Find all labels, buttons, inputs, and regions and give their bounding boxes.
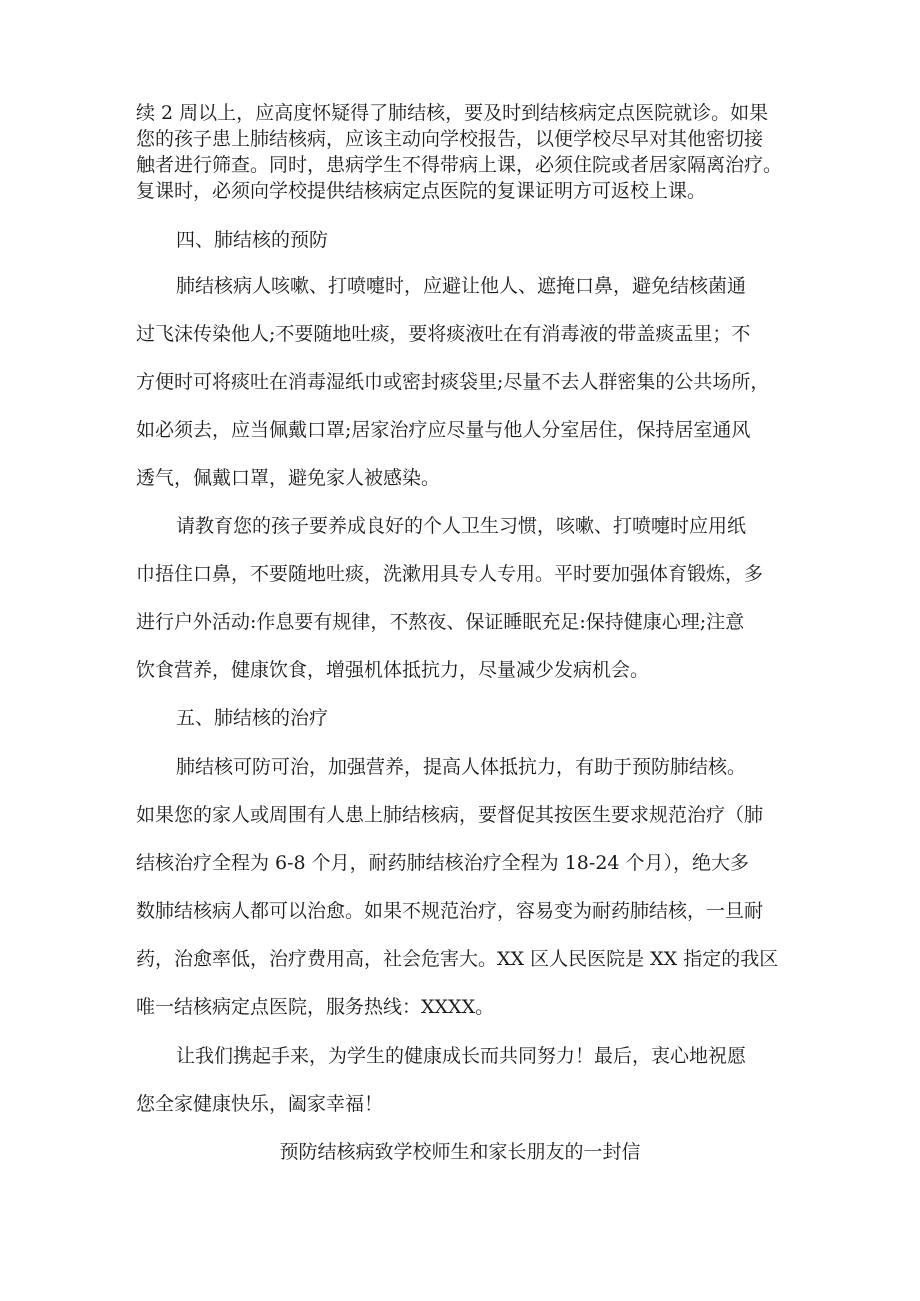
text-line: 您全家健康快乐，阖家幸福！ — [136, 1093, 384, 1115]
document-title: 预防结核病致学校师生和家长朋友的一封信 — [279, 1141, 641, 1163]
text-line: 巾捂住口鼻，不要随地吐痰，洗漱用具专人专用。平时要加强体育锻炼，多 — [136, 563, 764, 585]
text-line: 请教育您的孩子要养成良好的个人卫生习惯，咳嗽、打喷嚏时应用纸 — [176, 515, 747, 537]
text-line: 如必须去，应当佩戴口罩;居家治疗应尽量与他人分室居住，保持居室通风 — [136, 419, 751, 441]
text-line: 复课时，必须向学校提供结核病定点医院的复课证明方可返校上课。 — [136, 180, 707, 202]
text-line: 续 2 周以上，应高度怀疑得了肺结核，要及时到结核病定点医院就诊。如果 — [136, 102, 769, 124]
text-line: 触者进行筛查。同时，患病学生不得带病上课，必须住院或者居家隔离治疗。 — [136, 154, 783, 176]
section-heading-prevention: 四、肺结核的预防 — [176, 229, 329, 251]
closing-paragraph — [136, 1032, 826, 1128]
prevention-paragraph-1 — [136, 262, 826, 502]
treatment-paragraph-1 — [136, 743, 826, 1031]
text-line: 让我们携起手来，为学生的健康成长而共同努力！最后，衷心地祝愿 — [176, 1045, 747, 1067]
text-line: 结核治疗全程为 6-8 个月，耐药肺结核治疗全程为 18-24 个月），绝大多 — [136, 852, 750, 874]
section-heading-treatment: 五、肺结核的治疗 — [176, 707, 329, 729]
text-line: 您的孩子患上肺结核病，应该主动向学校报告，以便学校尽早对其他密切接 — [136, 128, 764, 150]
text-line: 数肺结核病人都可以治愈。如果不规范治疗，容易变为耐药肺结核，一旦耐 — [136, 900, 764, 922]
text-line: 如果您的家人或周围有人患上肺结核病，要督促其按医生要求规范治疗（肺 — [136, 804, 764, 826]
text-line: 过飞沫传染他人;不要随地吐痰，要将痰液吐在有消毒液的带盖痰盂里；不 — [136, 323, 751, 345]
text-line: 方便时可将痰吐在消毒湿纸巾或密封痰袋里;尽量不去人群密集的公共场所， — [136, 371, 770, 393]
intro-paragraph — [136, 100, 826, 204]
text-line: 进行户外活动:作息要有规律，不熬夜、保证睡眠充足:保持健康心理;注意 — [136, 611, 745, 633]
text-line: 肺结核病人咳嗽、打喷嚏时，应避让他人、遮掩口鼻，避免结核菌通 — [176, 275, 747, 297]
text-line: 唯一结核病定点医院，服务热线：XXXX。 — [136, 996, 495, 1018]
text-line: 透气，佩戴口罩，避免家人被感染。 — [136, 467, 441, 489]
prevention-paragraph-2 — [136, 502, 826, 694]
text-line: 药，治愈率低，治疗费用高，社会危害大。XX 区人民医院是 XX 指定的我区 — [136, 948, 779, 970]
text-line: 饮食营养，健康饮食，增强机体抵抗力，尽量减少发病机会。 — [136, 659, 650, 681]
text-line: 肺结核可防可治，加强营养，提高人体抵抗力，有助于预防肺结核。 — [176, 756, 747, 778]
